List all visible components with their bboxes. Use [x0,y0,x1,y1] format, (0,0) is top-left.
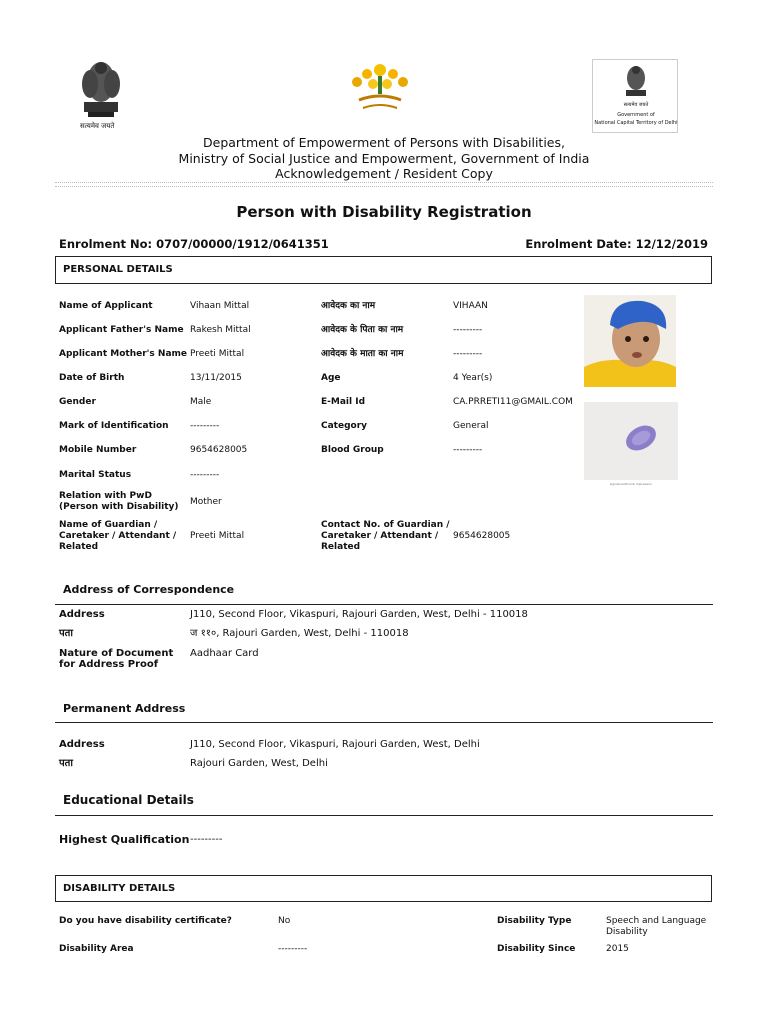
age-label: Age [321,373,341,383]
blood-label: Blood Group [321,445,384,455]
perm-address-value: J110, Second Floor, Vikaspuri, Rajouri Garden, West, Delhi [190,739,480,750]
emblem-right-box [592,59,678,133]
dept-line-1: Department of Empowerment of Persons with Disabilities, [203,135,565,150]
father-hi-label: आवेदक के पिता का नाम [321,325,404,335]
certificate-value: No [278,916,291,926]
disability-type-value-2: Disability [606,927,648,937]
dept-line-3: Acknowledgement / Resident Copy [275,166,493,181]
divider [55,815,713,816]
enrolment-number: Enrolment No: 0707/00000/1912/0641351 [59,237,329,251]
disability-since-label: Disability Since [497,944,576,954]
thumb-impression [584,402,678,480]
mother-label: Applicant Mother's Name [59,349,187,359]
enrolment-date: Enrolment Date: 12/12/2019 [525,237,708,251]
qualification-value: --------- [190,834,223,845]
disability-type-value-1: Speech and Language [606,916,707,926]
applicant-photo [584,295,676,387]
guardian-value: Preeti Mittal [190,531,245,541]
education-heading: Educational Details [63,793,194,807]
personal-details-heading: PERSONAL DETAILS [55,256,712,284]
dob-label: Date of Birth [59,373,125,383]
mark-value: --------- [190,421,220,431]
contact-label-2: Caretaker / Attendant / [321,531,439,541]
dob-value: 13/11/2015 [190,373,242,383]
dept-line-2: Ministry of Social Justice and Empowerment, Government of India [178,151,590,166]
perm-address-hi-label: पता [59,758,73,769]
thumb-caption: signature/thumb impression [609,482,653,486]
disability-area-value: --------- [278,944,308,954]
correspondence-heading: Address of Correspondence [63,583,235,596]
contact-label-1: Contact No. of Guardian / [321,520,450,530]
divider [55,604,713,605]
mother-hi-label: आवेदक के माता का नाम [321,349,404,359]
name-hi-value: VIHAAN [453,301,488,311]
name-value: Vihaan Mittal [190,301,250,311]
ashoka-emblem-icon [76,58,126,120]
child-photo-icon [584,295,676,387]
right-emblem-caption-1: सत्यमेव जयते [623,102,649,108]
age-value: 4 Year(s) [453,373,493,383]
perm-address-label: Address [59,739,105,750]
relation-value: Mother [190,497,222,507]
qualification-label: Highest Qualification [59,833,190,846]
mobile-value: 9654628005 [190,445,248,455]
left-emblem-caption: सत्यमेव जयते [80,122,115,130]
mobile-label: Mobile Number [59,445,137,455]
marital-value: --------- [190,470,220,480]
certificate-label: Do you have disability certificate? [59,916,232,926]
contact-value: 9654628005 [453,531,511,541]
mother-hi-value: --------- [453,349,483,359]
corr-address-value: J110, Second Floor, Vikaspuri, Rajouri Garden, West, Delhi - 110018 [190,609,528,620]
father-hi-value: --------- [453,325,483,335]
relation-label-1: Relation with PwD [59,491,152,501]
mother-value: Preeti Mittal [190,349,245,359]
category-value: General [453,421,489,431]
father-value: Rakesh Mittal [190,325,251,335]
divider [55,186,713,187]
sugamya-logo [345,60,415,120]
disability-since-value: 2015 [606,944,629,954]
emblem-left [76,58,126,133]
corr-address-hi-label: पता [59,628,73,639]
flower-logo-icon [345,60,415,120]
disability-area-label: Disability Area [59,944,134,954]
email-label: E-Mail Id [321,397,366,407]
disability-details-heading: DISABILITY DETAILS [55,875,712,902]
proof-label-2: for Address Proof [59,659,159,670]
email-value: CA.PRRETI11@GMAIL.COM [453,397,573,407]
right-emblem-caption-3: National Capital Territory of Delhi [594,120,678,126]
gender-value: Male [190,397,212,407]
mark-label: Mark of Identification [59,421,169,431]
thumbprint-icon [584,402,678,480]
right-emblem-caption-2: Government of [617,112,655,118]
marital-label: Marital Status [59,470,132,480]
page-title: Person with Disability Registration [236,203,532,221]
father-label: Applicant Father's Name [59,325,184,335]
proof-value: Aadhaar Card [190,648,259,659]
divider [55,182,713,183]
relation-label-2: (Person with Disability) [59,502,179,512]
perm-address-hi-value: Rajouri Garden, West, Delhi [190,758,328,769]
guardian-label-2: Caretaker / Attendant / [59,531,177,541]
divider [55,722,713,723]
ashoka-emblem-icon [621,64,651,100]
guardian-label-3: Related [59,542,99,552]
name-hi-label: आवेदक का नाम [321,301,376,311]
proof-label-1: Nature of Document [59,648,174,659]
gender-label: Gender [59,397,96,407]
contact-label-3: Related [321,542,361,552]
name-label: Name of Applicant [59,301,153,311]
corr-address-label: Address [59,609,105,620]
blood-value: --------- [453,445,483,455]
corr-address-hi-value: ज ११०, Rajouri Garden, West, Delhi - 110018 [190,628,409,639]
disability-type-label: Disability Type [497,916,572,926]
guardian-label-1: Name of Guardian / [59,520,158,530]
category-label: Category [321,421,368,431]
permanent-heading: Permanent Address [63,702,186,715]
